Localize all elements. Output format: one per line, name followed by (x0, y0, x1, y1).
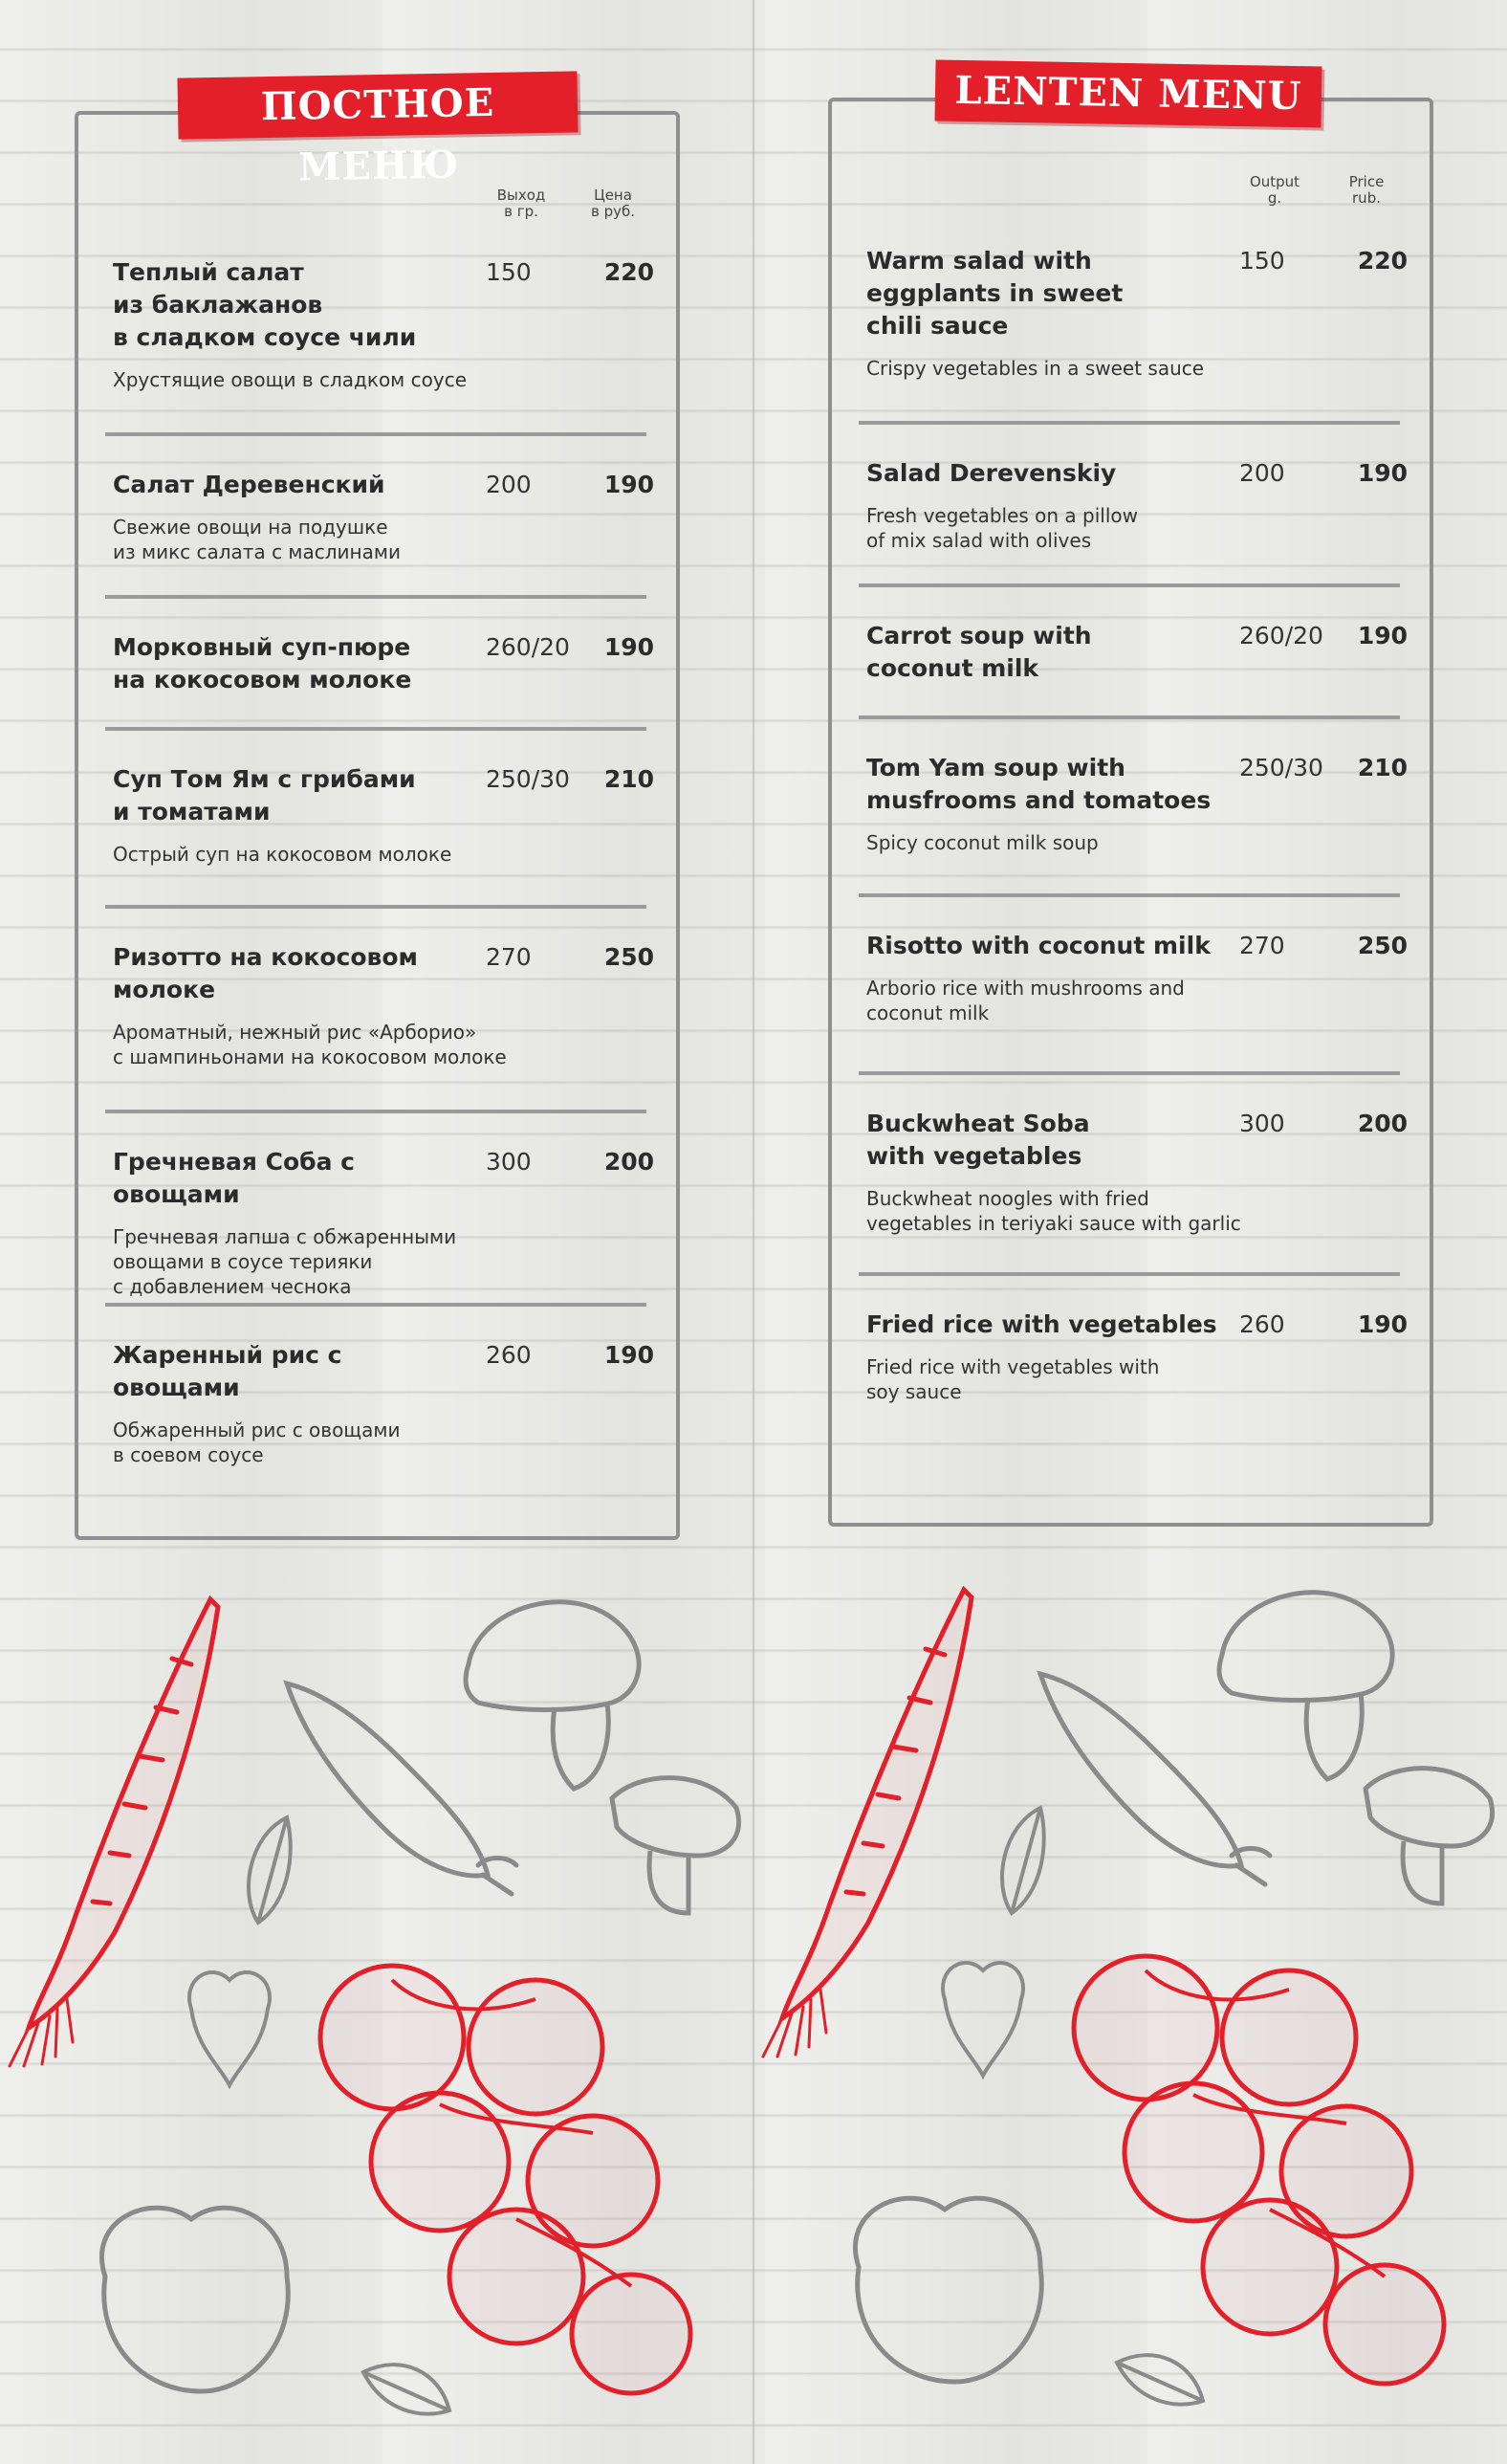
menu-item (866, 620, 1408, 685)
eggplant-icon (287, 1683, 516, 1894)
dish-price: 190 (603, 471, 654, 498)
dish-description: Хрустящие овощи в сладком соусе (113, 368, 467, 391)
dish-name: Salad Derevenskiy (866, 459, 1117, 487)
mushroom-icon (1219, 1593, 1392, 1779)
dish-output: 200 (1239, 459, 1285, 487)
dish-description: Arborio rice with mushrooms and coconut milk (866, 977, 1185, 1024)
menu-item (866, 245, 1408, 386)
dish-name: Risotto with coconut milk (866, 932, 1211, 959)
dish-description: Crispy vegetables in a sweet sauce (866, 357, 1205, 380)
dish-description: Fresh vegetables on a pillow of mix salad with olives (866, 504, 1139, 552)
menu-items-list (866, 245, 1408, 1404)
menu-item (866, 1108, 1408, 1236)
dish-price: 250 (1357, 932, 1408, 959)
dish-price: 200 (1357, 1110, 1408, 1137)
dish-price: 220 (603, 258, 654, 286)
dish-name: Морковный суп-пюре на кокосовом молоке (113, 633, 412, 693)
column-header-output: Выход в гр. (496, 187, 546, 220)
dish-price: 190 (603, 633, 654, 661)
menu-item (113, 469, 654, 563)
dish-output: 260 (486, 1341, 532, 1369)
dish-output: 150 (1239, 247, 1285, 275)
dish-output: 270 (1239, 932, 1285, 959)
leaf-icon (363, 2365, 449, 2413)
dish-price: 210 (1357, 754, 1408, 781)
vegetable-illustrations (0, 1550, 754, 2464)
dish-name: Жаренный рис с овощами (113, 1341, 342, 1401)
dish-output: 300 (1239, 1110, 1285, 1137)
dish-description: Buckwheat noogles with fried vegetables in teriyaki sauce with garlic (866, 1187, 1241, 1235)
dish-output: 270 (486, 943, 532, 971)
dish-name: Салат Деревенский (113, 471, 385, 498)
menu-item (866, 752, 1408, 855)
tomatoes-icon (1074, 1956, 1444, 2384)
vegetable-illustrations (754, 1550, 1507, 2464)
dish-name: Carrot soup with coconut milk (866, 622, 1092, 682)
dish-description: Гречневая лапша с обжаренными овощами в соусе терияки с добавлением чеснока (113, 1225, 457, 1298)
dish-output: 300 (486, 1148, 532, 1176)
column-header-output: Output g. (1249, 173, 1300, 207)
dish-name: Теплый салат из баклажанов в сладком соусе чили (113, 258, 417, 351)
dish-description: Свежие овощи на подушке из микс салата с маслинами (113, 516, 401, 563)
menu-item (113, 631, 654, 696)
leaf-icon (1117, 2355, 1203, 2404)
menu-item (113, 1146, 654, 1298)
dish-name: Warm salad with eggplants in sweet chili sauce (866, 247, 1124, 340)
bell-pepper-icon (855, 2198, 1041, 2382)
menu-item (866, 1309, 1408, 1404)
dish-price: 190 (1357, 1310, 1408, 1338)
dish-price: 210 (603, 765, 654, 793)
dish-description: Ароматный, нежный рис «Арборио» с шампиньонами на кокосовом молоке (113, 1021, 507, 1068)
dish-description: Spicy coconut milk soup (866, 831, 1099, 854)
dish-price: 220 (1357, 247, 1408, 275)
dish-description: Острый суп на кокосовом молоке (113, 843, 452, 866)
leaf-icon (1002, 1808, 1044, 1913)
menu-item (113, 763, 654, 867)
mushroom-icon (1365, 1769, 1493, 1903)
menu-item (866, 930, 1408, 1033)
dish-name: Гречневая Соба с овощами (113, 1148, 355, 1208)
dish-name: Ризотто на кокосовом молоке (113, 943, 418, 1003)
menu-item (113, 1339, 654, 1466)
dish-output: 250/30 (486, 765, 570, 793)
menu-items-list (113, 256, 654, 1466)
dish-name: Fried rice with vegetables (866, 1310, 1217, 1338)
mushroom-icon (612, 1778, 739, 1913)
leaf-icon (249, 1817, 291, 1923)
menu-item (866, 457, 1408, 552)
bell-pepper-icon (101, 2208, 288, 2391)
dish-output: 200 (486, 471, 532, 498)
dish-name: Buckwheat Soba with vegetables (866, 1110, 1090, 1170)
eggplant-icon (1040, 1674, 1270, 1884)
carrot-icon (763, 1590, 972, 2057)
dish-price: 250 (603, 943, 654, 971)
menu-title-banner: LENTEN MENU (934, 59, 1321, 127)
dish-price: 190 (1357, 622, 1408, 649)
tomatoes-icon (320, 1966, 690, 2393)
menu-item (113, 256, 654, 398)
dish-output: 250/30 (1239, 754, 1323, 781)
dish-price: 190 (1357, 459, 1408, 487)
dish-name: Tom Yam soup with musfrooms and tomatoes (866, 754, 1212, 814)
dish-price: 200 (603, 1148, 654, 1176)
column-header-price: Price rub. (1348, 173, 1385, 207)
menu-title-banner: ПОСТНОЕ МЕНЮ (177, 71, 578, 139)
dish-name: Суп Том Ям с грибами и томатами (113, 765, 416, 825)
dish-description: Fried rice with vegetables with soy sauce (866, 1355, 1160, 1403)
column-header-price: Цена в руб. (590, 187, 636, 220)
menu-page-english (754, 0, 1507, 2464)
menu-item (113, 941, 654, 1069)
garlic-icon (189, 1972, 270, 2085)
dish-output: 150 (486, 258, 532, 286)
dish-description: Обжаренный рис с овощами в соевом соусе (113, 1419, 401, 1466)
dish-price: 190 (603, 1341, 654, 1369)
dish-output: 260/20 (486, 633, 570, 661)
mushroom-icon (466, 1602, 639, 1789)
dish-output: 260/20 (1239, 622, 1323, 649)
carrot-icon (10, 1599, 218, 2066)
garlic-icon (943, 1963, 1023, 2076)
dish-output: 260 (1239, 1310, 1285, 1338)
